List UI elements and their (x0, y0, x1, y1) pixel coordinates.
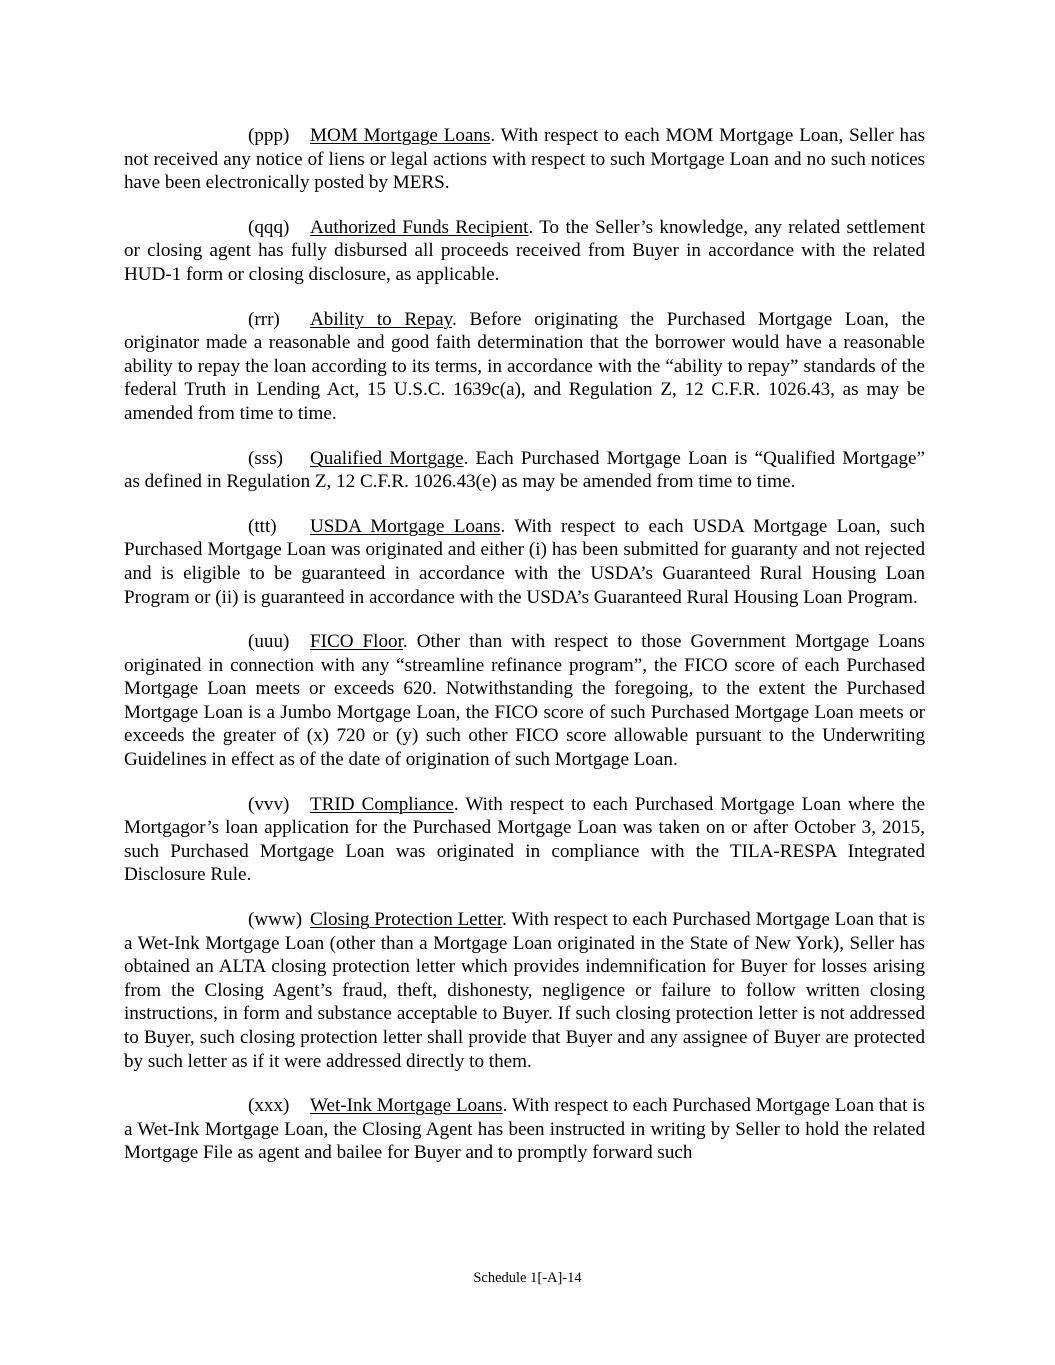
paragraph-title: TRID Compliance (310, 793, 454, 815)
paragraph-title: Authorized Funds Recipient (310, 216, 529, 238)
paragraph-label: (sss) (248, 447, 284, 469)
paragraph-label: (ppp) (248, 125, 290, 146)
paragraph-label: (www) (248, 909, 303, 931)
paragraph-text: . With respect to each MOM Mortgage Loan, Seller has not received any notice of liens or legal actions with respect to such Mortgage Loan and no such notices have been electronically posted by MERS. (124, 125, 925, 194)
paragraph-sss (124, 447, 925, 494)
paragraph-text: . Other than with respect to those Government Mortgage Loans originated in connection with any “streamline refinance program”, the FICO score of each Purchased Mortgage Loan meets or exceeds 620. Notwithstanding the foregoing, to the extent the Purchased Mortgage Loan is a Jumbo Mortgage Loan, the FICO score of such Purchased Mortgage Loan meets or exceeds the greater of (x) 720 or (y) such other FICO score allowable pursuant to the Underwriting Guidelines in effect as of the date of origination of such Mortgage Loan. (124, 631, 925, 771)
paragraph-text: . With respect to each Purchased Mortgage Loan that is a Wet-Ink Mortgage Loan, the Closing Agent has been instructed in writing by Seller to hold the related Mortgage File as agent and bailee for Buyer and to promptly forward such (124, 1095, 925, 1164)
paragraph-text: . To the Seller’s knowledge, any related settlement or closing agent has fully disbursed all proceeds received from Buyer in accordance with the related HUD-1 form or closing disclosure, as applicable. (124, 216, 925, 285)
paragraph-title: FICO Floor (310, 631, 403, 653)
paragraph-title: Wet-Ink Mortgage Loans (310, 1095, 503, 1117)
paragraph-title: MOM Mortgage Loans (310, 125, 491, 146)
paragraph-title: Qualified Mortgage (310, 447, 464, 469)
paragraph-rrr (124, 308, 925, 426)
paragraph-vvv (124, 793, 925, 887)
paragraph-text: . Before originating the Purchased Mortgage Loan, the originator made a reasonable and good faith determination that the borrower would have a reasonable ability to repay the loan according to its terms, in accordance with the “ability to repay” standards of the federal Truth in Lending Act, 15 U.S.C. 1639c(a), and Regulation Z, 12 C.F.R. 1026.43, as may be amended from time to time. (124, 308, 925, 424)
paragraph-label: (xxx) (248, 1095, 290, 1117)
paragraph-www (124, 908, 925, 1073)
paragraph-label: (rrr) (248, 308, 280, 330)
paragraph-uuu (124, 630, 925, 772)
paragraph-title: USDA Mortgage Loans (310, 515, 501, 537)
paragraph-ppp (124, 124, 925, 195)
paragraph-text: . Each Purchased Mortgage Loan is “Qualified Mortgage” as defined in Regulation Z, 12 C.F.R. 1026.43(e) as may be amended from time to time. (124, 447, 925, 493)
paragraph-label: (qqq) (248, 216, 290, 238)
paragraph-text: . With respect to each USDA Mortgage Loan, such Purchased Mortgage Loan was originated and either (i) has been submitted for guaranty and not rejected and is eligible to be guaranteed in accordance with the USDA’s Guaranteed Rural Housing Loan Program or (ii) is guaranteed in accordance with the USDA’s Guaranteed Rural Housing Loan Program. (124, 515, 925, 608)
paragraph-label: (ttt) (248, 515, 277, 537)
paragraph-label: (vvv) (248, 793, 290, 815)
paragraph-text: . With respect to each Purchased Mortgage Loan where the Mortgagor’s loan application for the Purchased Mortgage Loan was taken on or after October 3, 2015, such Purchased Mortgage Loan was originated in compliance with the TILA-RESPA Integrated Disclosure Rule. (124, 793, 925, 886)
paragraph-text: . With respect to each Purchased Mortgage Loan that is a Wet-Ink Mortgage Loan (other than a Mortgage Loan originated in the State of New York), Seller has obtained an ALTA closing protection letter which provides indemnification for Buyer for losses arising from the Closing Agent’s fraud, theft, dishonesty, negligence or failure to follow written closing instructions, in form and substance acceptable to Buyer. If such closing protection letter is not addressed to Buyer, such closing protection letter shall provide that Buyer and any assignee of Buyer are protected by such letter as if it were addressed directly to them. (124, 909, 925, 1072)
paragraph-ttt (124, 515, 925, 609)
paragraph-xxx (124, 1094, 925, 1165)
paragraph-title: Closing Protection Letter (310, 909, 503, 931)
paragraph-label: (uuu) (248, 631, 290, 653)
page-footer: Schedule 1[-A]-14 (473, 1270, 582, 1286)
paragraph-qqq (124, 216, 925, 287)
document-body (124, 124, 925, 1186)
paragraph-title: Ability to Repay (310, 308, 452, 330)
